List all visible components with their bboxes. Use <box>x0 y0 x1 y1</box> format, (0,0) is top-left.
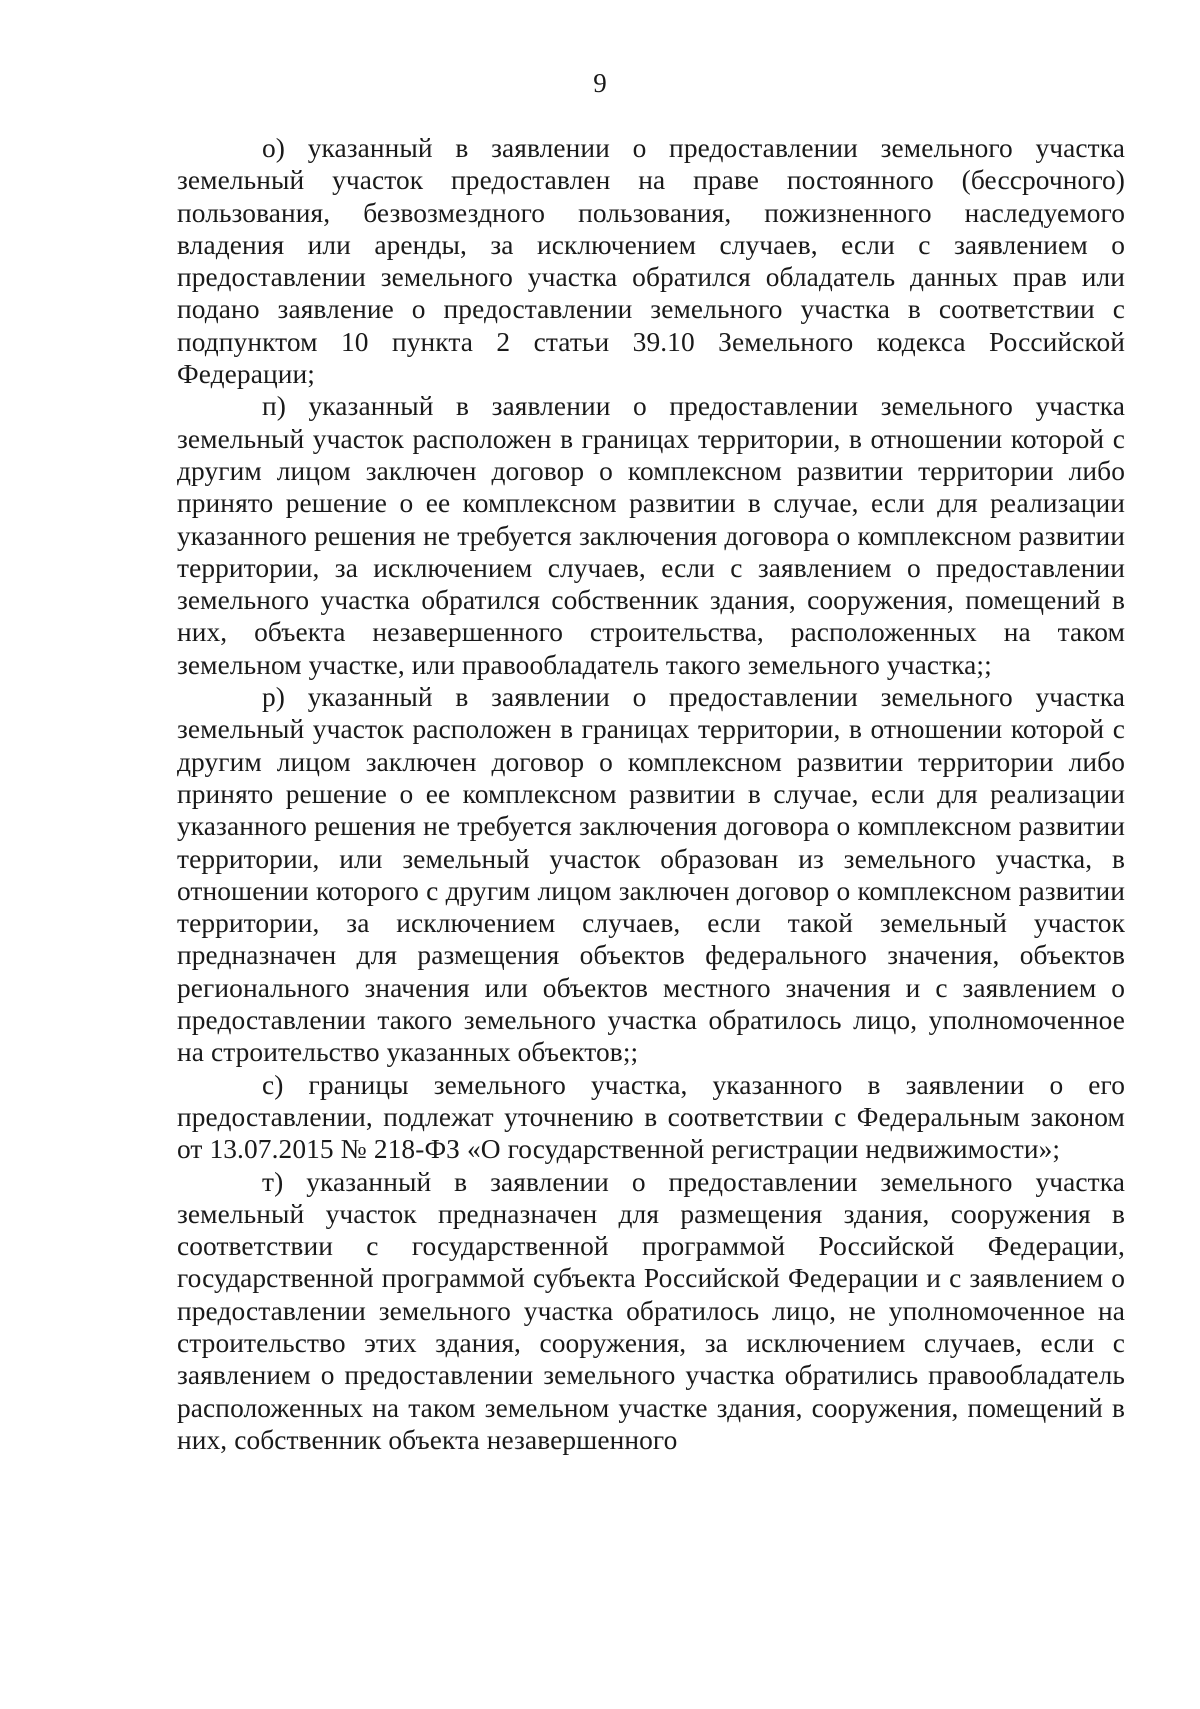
document-body <box>177 132 1125 1456</box>
paragraph-s: с) границы земельного участка, указанного в заявлении о его предоставлении, подлежат уточнению в соответствии с Федеральным законом от 13.07.2015 № 218-ФЗ «О государственной регистрации недвижимости»; <box>177 1069 1125 1165</box>
paragraph-r: р) указанный в заявлении о предоставлении земельного участка земельный участок расположен в границах территории, в отношении которой с другим лицом заключен договор о комплексном развитии территории либо принято решение о ее комплексном развитии в случае, если для реализации указанного решения не требуется заключения договора о комплексном развитии территории, или земельный участок образован из земельного участка, в отношении которого с другим лицом заключен договор о комплексном развитии территории, за исключением случаев, если такой земельный участок предназначен для размещения объектов федерального значения, объектов регионального значения или объектов местного значения и с заявлением о предоставлении такого земельного участка обратилось лицо, уполномоченное на строительство указанных объектов;; <box>177 682 1125 1068</box>
paragraph-p: п) указанный в заявлении о предоставлении земельного участка земельный участок расположен в границах территории, в отношении которой с другим лицом заключен договор о комплексном развитии территории либо принято решение о ее комплексном развитии в случае, если для реализации указанного решения не требуется заключения договора о комплексном развитии территории, за исключением случаев, если с заявлением о предоставлении земельного участка обратился собственник здания, сооружения, помещений в них, объекта незавершенного строительства, расположенных на таком земельном участке, или правообладатель такого земельного участка;; <box>177 391 1125 680</box>
paragraph-o: о) указанный в заявлении о предоставлении земельного участка земельный участок предоставлен на праве постоянного (бессрочного) пользования, безвозмездного пользования, пожизненного наследуемого владения или аренды, за исключением случаев, если с заявлением о предоставлении земельного участка обратился обладатель данных прав или подано заявление о предоставлении земельного участка в соответствии с подпунктом 10 пункта 2 статьи 39.10 Земельного кодекса Российской Федерации; <box>177 133 1125 390</box>
paragraph-t: т) указанный в заявлении о предоставлении земельного участка земельный участок предназначен для размещения здания, сооружения в соответствии с государственной программой Российской Федерации, государственной программой субъекта Российской Федерации и с заявлением о предоставлении земельного участка обратилось лицо, не уполномоченное на строительство этих здания, сооружения, за исключением случаев, если с заявлением о предоставлении земельного участка обратились правообладатель расположенных на таком земельном участке здания, сооружения, помещений в них, собственник объекта незавершенного <box>177 1166 1125 1455</box>
page-number: 9 <box>593 68 607 98</box>
